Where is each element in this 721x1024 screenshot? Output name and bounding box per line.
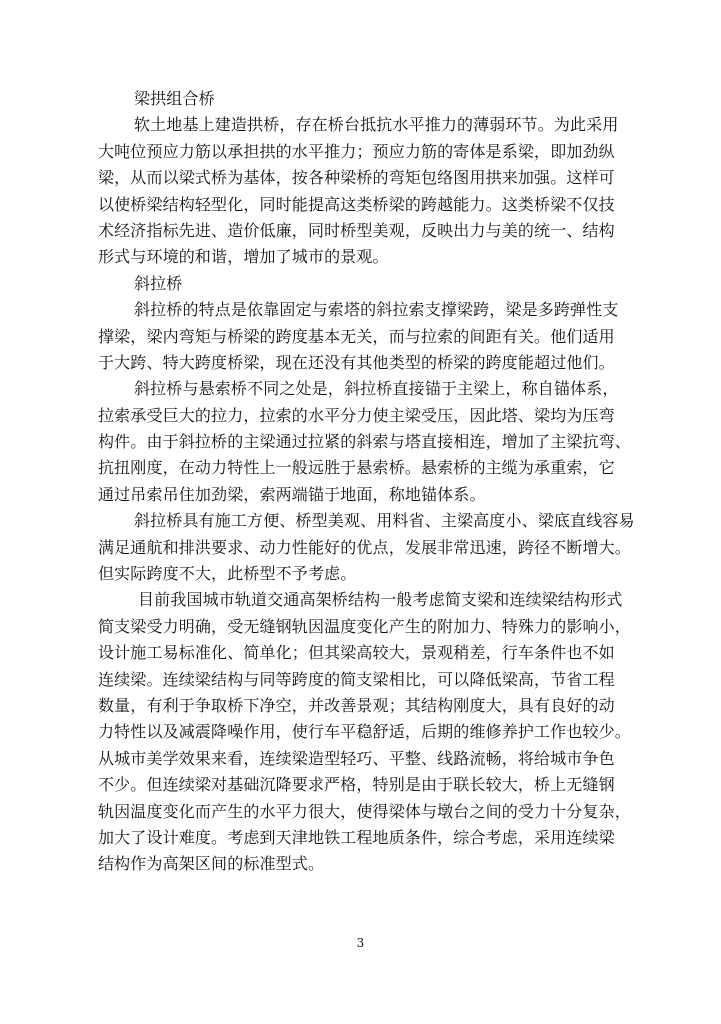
paragraph-line: 以使桥梁结构轻型化，同时能提高这类桥梁的跨越能力。这类桥梁不仅技: [98, 194, 615, 214]
paragraph-line: 于大跨、特大跨度桥梁，现在还没有其他类型的桥梁的跨度能超过他们。: [98, 352, 615, 372]
section-heading: 梁拱组合桥: [134, 89, 215, 108]
paragraph-line: 数量，有利于争取桥下净空，并改善景观；其结构刚度大，具有良好的动: [98, 695, 615, 715]
paragraph-line: 形式与环境的和谐，增加了城市的景观。: [98, 247, 389, 267]
paragraph-line: 拉索承受巨大的拉力，拉索的水平分力使主梁受压，因此塔、梁均为压弯: [98, 405, 615, 425]
paragraph-beam-arch: [98, 112, 688, 270]
paragraph-line: 大吨位预应力筋以承担拱的水平推力；预应力筋的寄体是系梁，即加劲纵: [98, 141, 615, 161]
heading-beam-arch-bridge: [98, 86, 688, 112]
paragraph-line: 目前我国城市轨道交通高架桥结构一般考虑简支梁和连续梁结构形式: [138, 590, 623, 610]
paragraph-line: 从城市美学效果来看，连续梁造型轻巧、平整、线路流畅，将给城市争色: [98, 748, 615, 768]
body-text: [98, 86, 688, 878]
heading-cable-stayed-bridge: [98, 271, 688, 297]
paragraph-structure-selection: [98, 587, 688, 877]
paragraph-line: 轨因温度变化而产生的水平力很大，使得梁体与墩台之间的受力十分复杂，: [98, 801, 631, 821]
paragraph-line: 术经济指标先进、造价低廉，同时桥型美观，反映出力与美的统一、结构: [98, 220, 615, 240]
paragraph-line: 斜拉桥的特点是依靠固定与索塔的斜拉索支撑梁跨，梁是多跨弹性支: [134, 300, 619, 320]
paragraph-line: 满足通航和排洪要求、动力性能好的优点，发展非常迅速，跨径不断增大。: [98, 537, 631, 557]
paragraph-line: 斜拉桥与悬索桥不同之处是，斜拉桥直接锚于主梁上，称自锚体系，: [134, 379, 619, 399]
paragraph-line: 构件。由于斜拉桥的主梁通过拉紧的斜索与塔直接相连，增加了主梁抗弯、: [98, 432, 631, 452]
paragraph-line: 加大了设计难度。考虑到天津地铁工程地质条件，综合考虑，采用连续梁: [98, 827, 615, 847]
paragraph-line: 但实际跨度不大，此桥型不予考虑。: [98, 564, 357, 584]
page-number: 3: [356, 936, 365, 950]
paragraph-line: 力特性以及减震降噪作用，使行车平稳舒适，后期的维修养护工作也较少。: [98, 722, 631, 742]
paragraph-line: 梁，从而以梁式桥为基体，按各种梁桥的弯矩包络图用拱来加强。这样可: [98, 168, 615, 188]
paragraph-cable-stayed-vs-suspension: [98, 376, 688, 508]
section-heading: 斜拉桥: [134, 273, 183, 293]
paragraph-line: 简支梁受力明确，受无缝钢轨因温度变化产生的附加力、特殊力的影响小，: [98, 616, 631, 636]
paragraph-line: 通过吊索吊住加劲梁，索两端锚于地面，称地锚体系。: [98, 484, 486, 504]
paragraph-cable-stayed-features: [98, 297, 688, 376]
paragraph-line: 斜拉桥具有施工方便、桥型美观、用料省、主梁高度小、梁底直线容易: [134, 511, 635, 531]
paragraph-line: 连续梁。连续梁结构与同等跨度的简支梁相比，可以降低梁高，节省工程: [98, 669, 615, 689]
paragraph-cable-stayed-advantages: [98, 508, 688, 587]
paragraph-line: 抗扭刚度，在动力特性上一般远胜于悬索桥。悬索桥的主缆为承重索，它: [98, 458, 615, 478]
paragraph-line: 设计施工易标准化、简单化；但其梁高较大，景观稍差，行车条件也不如: [98, 643, 615, 663]
paragraph-line: 撑梁，梁内弯矩与桥梁的跨度基本无关，而与拉索的间距有关。他们适用: [98, 326, 615, 346]
paragraph-line: 软土地基上建造拱桥，存在桥台抵抗水平推力的薄弱环节。为此采用: [134, 115, 619, 135]
paragraph-line: 不少。但连续梁对基础沉降要求严格，特别是由于联长较大，桥上无缝钢: [98, 775, 615, 795]
paragraph-line: 结构作为高架区间的标准型式。: [98, 854, 325, 874]
